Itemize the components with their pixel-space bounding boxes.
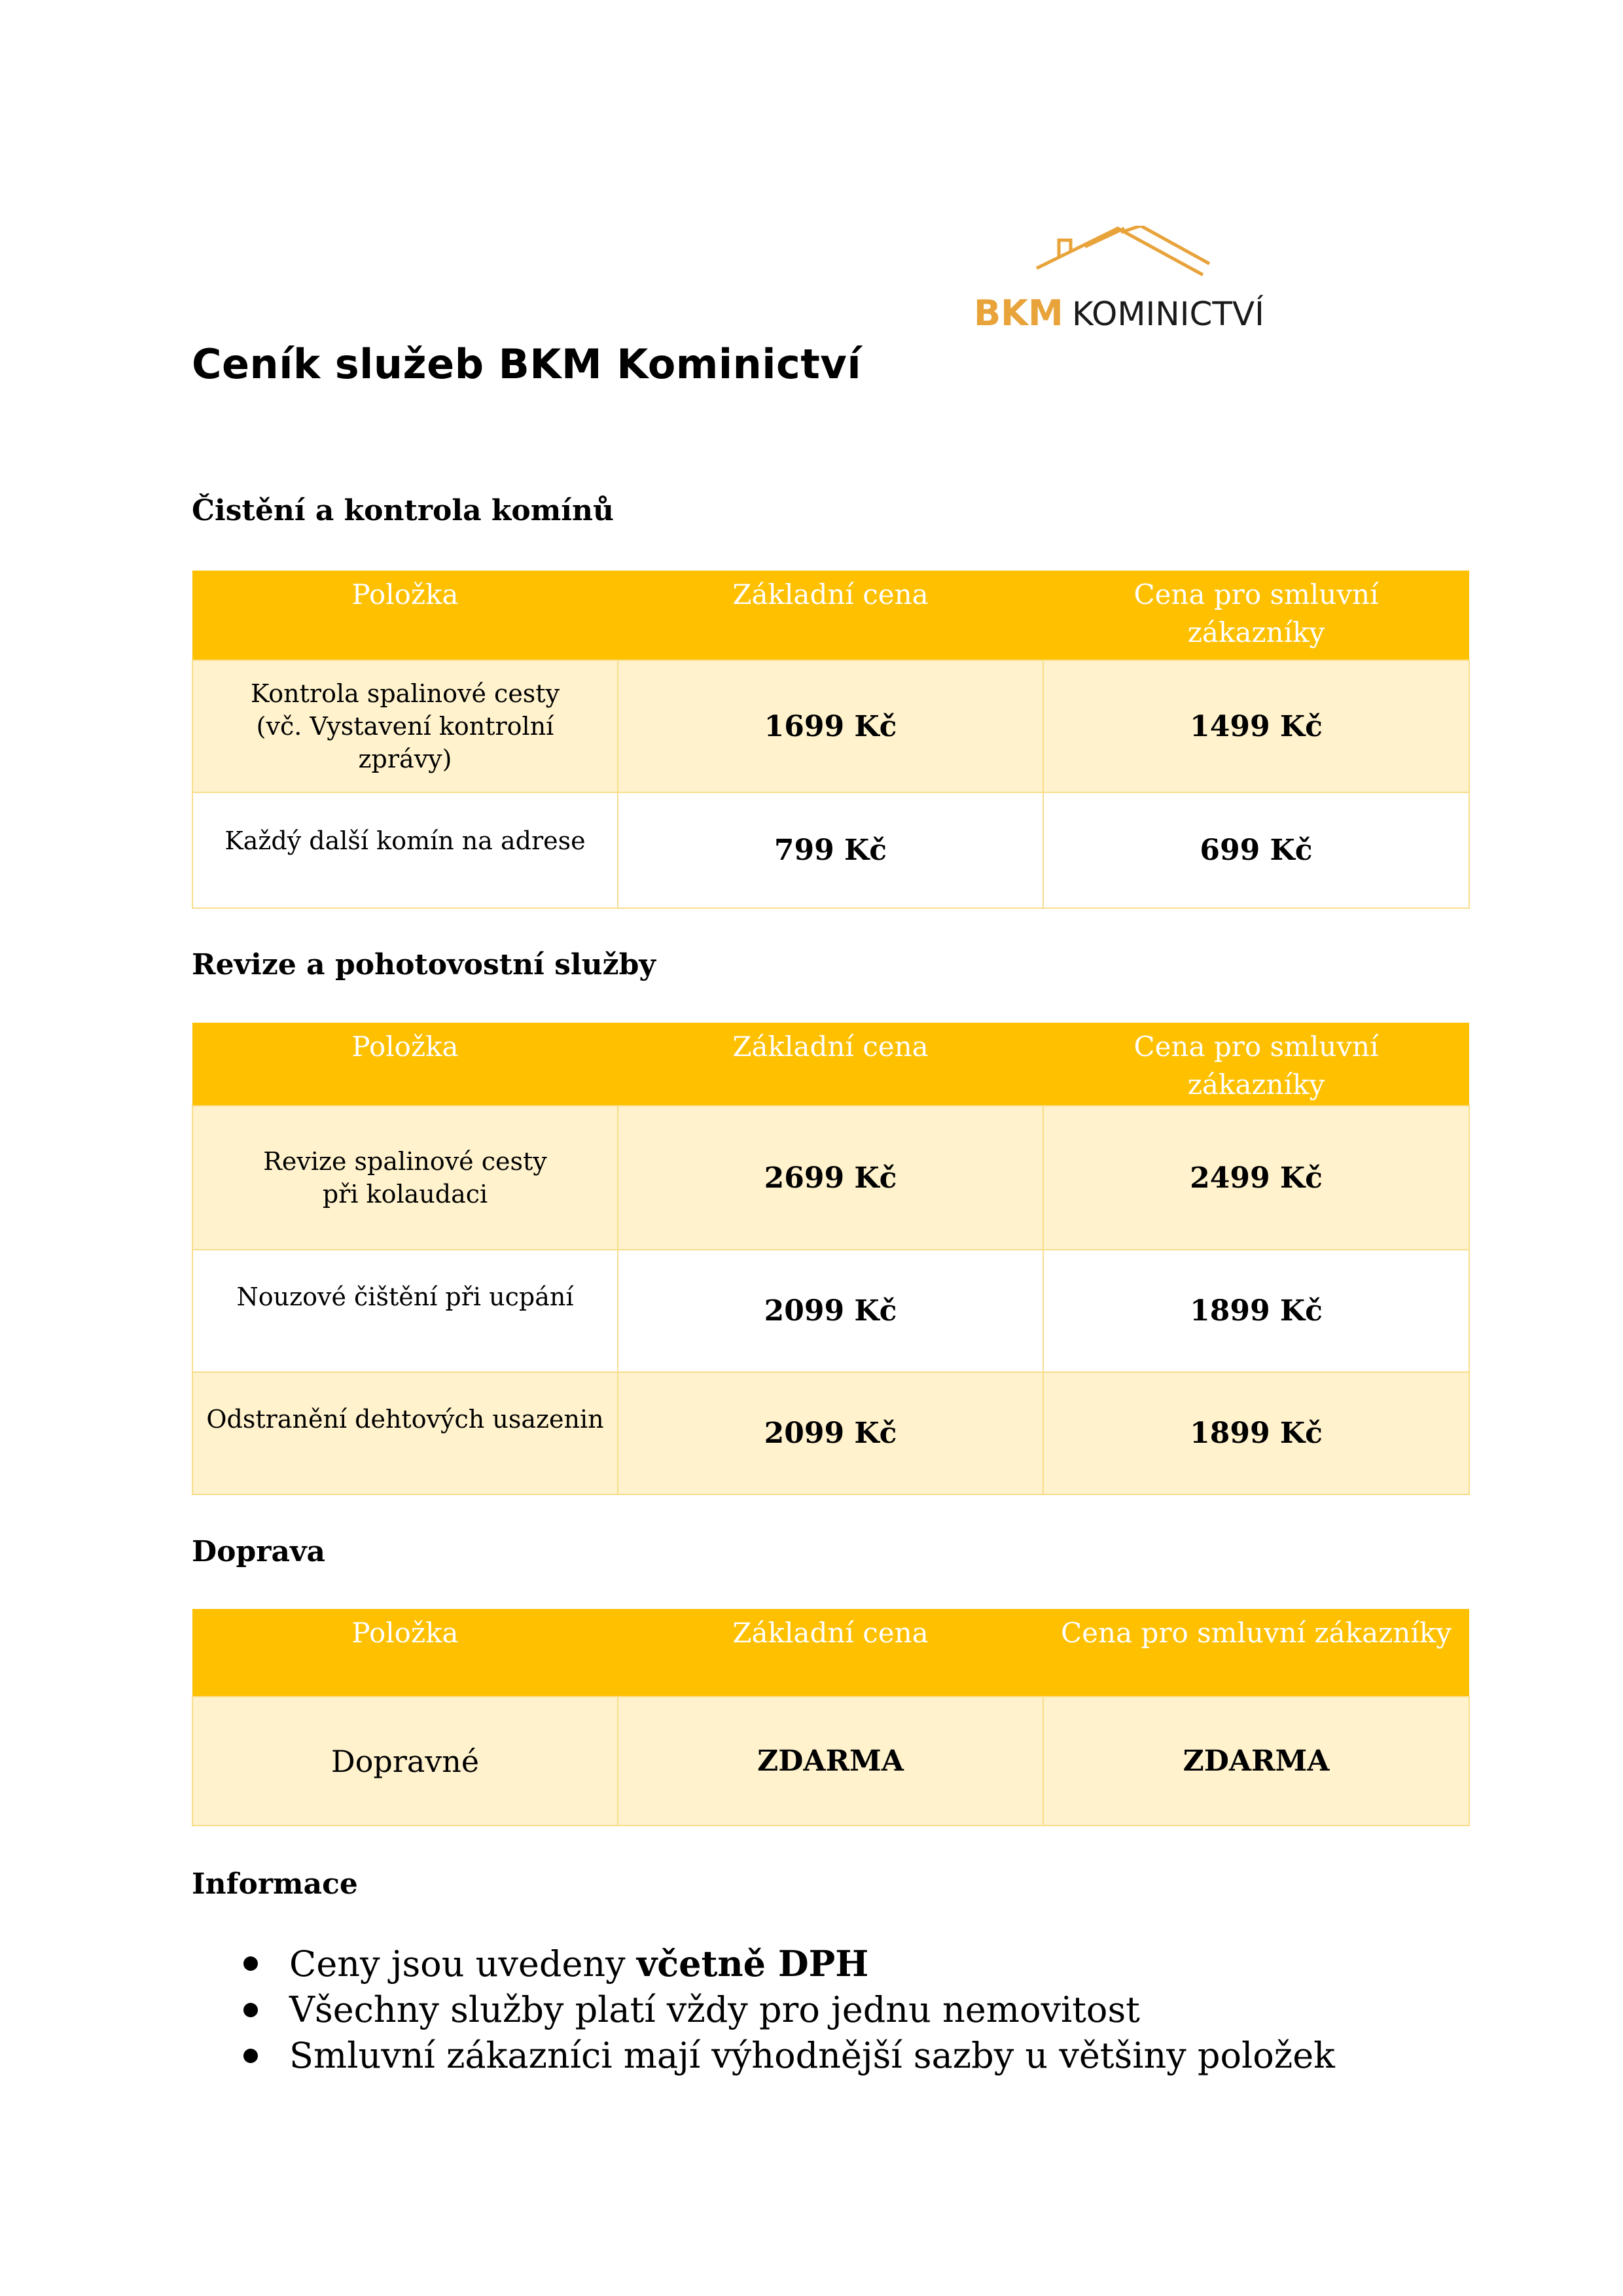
table-row bbox=[192, 1372, 1469, 1494]
table-row bbox=[192, 1697, 1469, 1826]
list-item bbox=[229, 2033, 1335, 2079]
info-list bbox=[229, 1941, 1335, 2079]
row-item-label: Nouzové čištění při ucpání bbox=[236, 1282, 574, 1311]
row-contract-price: 1499 Kč bbox=[1190, 709, 1323, 743]
section-heading-info: Informace bbox=[192, 1867, 358, 1901]
row-base-price: 2699 Kč bbox=[764, 1161, 897, 1195]
roof-logo-icon bbox=[974, 226, 1288, 337]
row-contract-price: ZDARMA bbox=[1183, 1744, 1330, 1778]
table-row bbox=[192, 1106, 1469, 1250]
bullet-icon bbox=[243, 2049, 258, 2063]
column-header-contract-price: Cena pro smluvní zákazníky bbox=[1043, 571, 1469, 660]
column-header-base-price: Základní cena bbox=[618, 1023, 1043, 1106]
row-base-price: ZDARMA bbox=[757, 1744, 904, 1778]
row-base-price: 799 Kč bbox=[774, 834, 887, 867]
table-header-row bbox=[192, 1609, 1469, 1697]
info-text: Všechny služby platí vždy pro jednu nemovitost bbox=[289, 1989, 1140, 2030]
list-item bbox=[229, 1941, 1335, 1987]
table-row bbox=[192, 660, 1469, 792]
row-contract-price: 2499 Kč bbox=[1190, 1161, 1323, 1195]
table-row bbox=[192, 792, 1469, 908]
row-contract-price: 1899 Kč bbox=[1190, 1417, 1323, 1450]
row-base-price: 2099 Kč bbox=[764, 1294, 897, 1328]
section-heading-revisions: Revize a pohotovostní služby bbox=[192, 948, 656, 981]
row-item-label: Kontrola spalinové cesty (vč. Vystavení kontrolní zprávy) bbox=[250, 679, 560, 773]
row-item-label: Dopravné bbox=[330, 1743, 480, 1779]
price-table-transport bbox=[192, 1609, 1470, 1826]
column-header-item: Položka bbox=[192, 1609, 618, 1697]
bullet-icon bbox=[243, 2003, 258, 2017]
table-header-row bbox=[192, 1023, 1469, 1106]
column-header-item: Položka bbox=[192, 571, 618, 660]
row-contract-price: 699 Kč bbox=[1200, 834, 1313, 867]
section-heading-cleaning: Čistění a kontrola komínů bbox=[192, 494, 614, 527]
row-item-label: Každý další komín na adrese bbox=[224, 826, 586, 855]
section-heading-transport: Doprava bbox=[192, 1535, 326, 1568]
row-item-label: Revize spalinové cesty při kolaudaci bbox=[263, 1147, 547, 1209]
logo-brand: BKM bbox=[974, 292, 1063, 334]
row-item-label: Odstranění dehtových usazenin bbox=[206, 1405, 604, 1434]
info-text: Smluvní zákazníci mají výhodnější sazby u většiny položek bbox=[289, 2035, 1335, 2076]
row-base-price: 2099 Kč bbox=[764, 1417, 897, 1450]
column-header-contract-price: Cena pro smluvní zákazníky bbox=[1043, 1023, 1469, 1106]
price-table-revisions bbox=[192, 1023, 1470, 1495]
bullet-icon bbox=[243, 1956, 258, 1971]
price-table-cleaning bbox=[192, 571, 1470, 909]
column-header-base-price: Základní cena bbox=[618, 1609, 1043, 1697]
page-title: Ceník služeb BKM Kominictví bbox=[192, 340, 862, 388]
company-logo bbox=[974, 226, 1288, 337]
info-text: Ceny jsou uvedeny bbox=[289, 1943, 637, 1985]
row-contract-price: 1899 Kč bbox=[1190, 1294, 1323, 1328]
column-header-contract-price: Cena pro smluvní zákazníky bbox=[1043, 1609, 1469, 1697]
column-header-item: Položka bbox=[192, 1023, 618, 1106]
list-item bbox=[229, 1987, 1335, 2033]
info-text-bold: včetně DPH bbox=[636, 1943, 869, 1985]
table-header-row bbox=[192, 571, 1469, 660]
table-row bbox=[192, 1250, 1469, 1372]
logo-name: KOMINICTVÍ bbox=[1072, 295, 1264, 333]
column-header-base-price: Základní cena bbox=[618, 571, 1043, 660]
row-base-price: 1699 Kč bbox=[764, 709, 897, 743]
